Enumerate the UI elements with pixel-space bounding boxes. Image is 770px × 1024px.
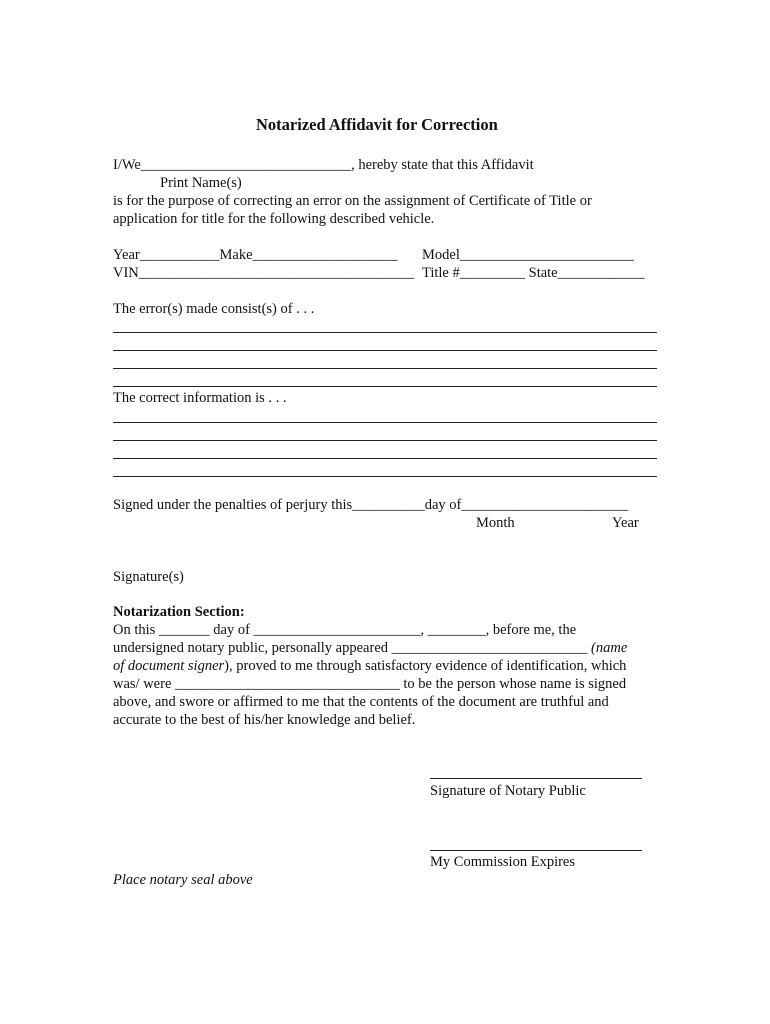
year-label: Year	[113, 247, 140, 263]
title-number-field[interactable]: _________	[459, 265, 525, 281]
signer-name-field[interactable]: ___________________________	[391, 640, 588, 656]
commission-label: My Commission Expires	[430, 854, 576, 870]
notarization-line-1	[113, 621, 576, 639]
was-were-text: was/ were	[113, 676, 172, 692]
title-number-label: Title #	[422, 265, 460, 281]
notarization-line-2	[113, 639, 627, 657]
errors-line-1[interactable]	[113, 332, 657, 333]
notarization-line-3	[113, 657, 626, 675]
signatures-label: Signature(s)	[113, 569, 184, 585]
correct-line-3[interactable]	[113, 458, 657, 459]
month-caption: Month	[476, 515, 515, 531]
correct-line-1[interactable]	[113, 422, 657, 423]
make-label: Make	[219, 247, 253, 263]
state-field[interactable]: ____________	[557, 265, 645, 281]
model-label: Model	[422, 247, 460, 263]
correct-line-4[interactable]	[113, 476, 657, 477]
errors-line-3[interactable]	[113, 368, 657, 369]
appeared-text: undersigned notary public, personally appeared	[113, 640, 389, 656]
year-field[interactable]: ___________	[139, 247, 220, 263]
state-label: State	[528, 265, 558, 281]
hereby-text: , hereby state that this Affidavit	[351, 157, 534, 173]
print-names-caption: Print Name(s)	[160, 175, 242, 191]
page-title: Notarized Affidavit for Correction	[256, 115, 498, 134]
notary-day-field[interactable]: _______	[158, 622, 210, 638]
notarization-line-4	[113, 675, 626, 693]
vin-line	[113, 264, 414, 282]
proved-text: ), proved to me through satisfactory evidence of identification, which	[224, 658, 627, 674]
signed-line	[113, 496, 628, 514]
commission-line[interactable]	[430, 850, 642, 851]
correct-info-label: The correct information is . . .	[113, 390, 287, 406]
errors-label: The error(s) made consist(s) of . . .	[113, 301, 315, 317]
document-signer-note: of document signer	[113, 658, 225, 674]
on-this-text: On this	[113, 622, 156, 638]
signed-text: Signed under the penalties of perjury this	[113, 497, 353, 513]
model-line	[422, 246, 634, 264]
comma: ,	[420, 622, 424, 638]
year-caption: Year	[612, 515, 639, 531]
notarization-line-6: accurate to the best of his/her knowledge and belief.	[113, 712, 416, 728]
seal-note: Place notary seal above	[113, 872, 253, 888]
year-make-line	[113, 246, 398, 264]
make-field[interactable]: ____________________	[252, 247, 398, 263]
purpose-line-2: application for title for the following described vehicle.	[113, 211, 435, 227]
vin-field[interactable]: ______________________________________	[138, 265, 415, 281]
notary-signature-line[interactable]	[430, 778, 642, 779]
signed-day-field[interactable]: __________	[352, 497, 425, 513]
errors-line-4[interactable]	[113, 386, 657, 387]
person-signed-text: to be the person whose name is signed	[403, 676, 627, 692]
day-of-text: day of	[213, 622, 250, 638]
model-field[interactable]: ________________________	[459, 247, 634, 263]
notarization-heading: Notarization Section:	[113, 604, 245, 620]
vin-label: VIN	[113, 265, 139, 281]
day-of-text: day of	[424, 497, 462, 513]
before-me-text: , before me, the	[485, 622, 577, 638]
notary-signature-label: Signature of Notary Public	[430, 783, 586, 799]
identification-field[interactable]: _______________________________	[175, 676, 400, 692]
iwe-line	[113, 156, 534, 174]
name-note: (name	[591, 640, 628, 656]
purpose-line-1: is for the purpose of correcting an error on the assignment of Certificate of Title or	[113, 193, 592, 209]
print-names-field[interactable]: _____________________________	[140, 157, 352, 173]
notary-month-field[interactable]: _______________________	[253, 622, 421, 638]
notary-year-field[interactable]: ________	[427, 622, 486, 638]
signed-month-year-field[interactable]: _______________________	[461, 497, 629, 513]
errors-line-2[interactable]	[113, 350, 657, 351]
title-state-line	[422, 264, 645, 282]
iwe-label: I/We	[113, 157, 141, 173]
notarization-line-5: above, and swore or affirmed to me that the contents of the document are truthful and	[113, 694, 609, 710]
correct-line-2[interactable]	[113, 440, 657, 441]
